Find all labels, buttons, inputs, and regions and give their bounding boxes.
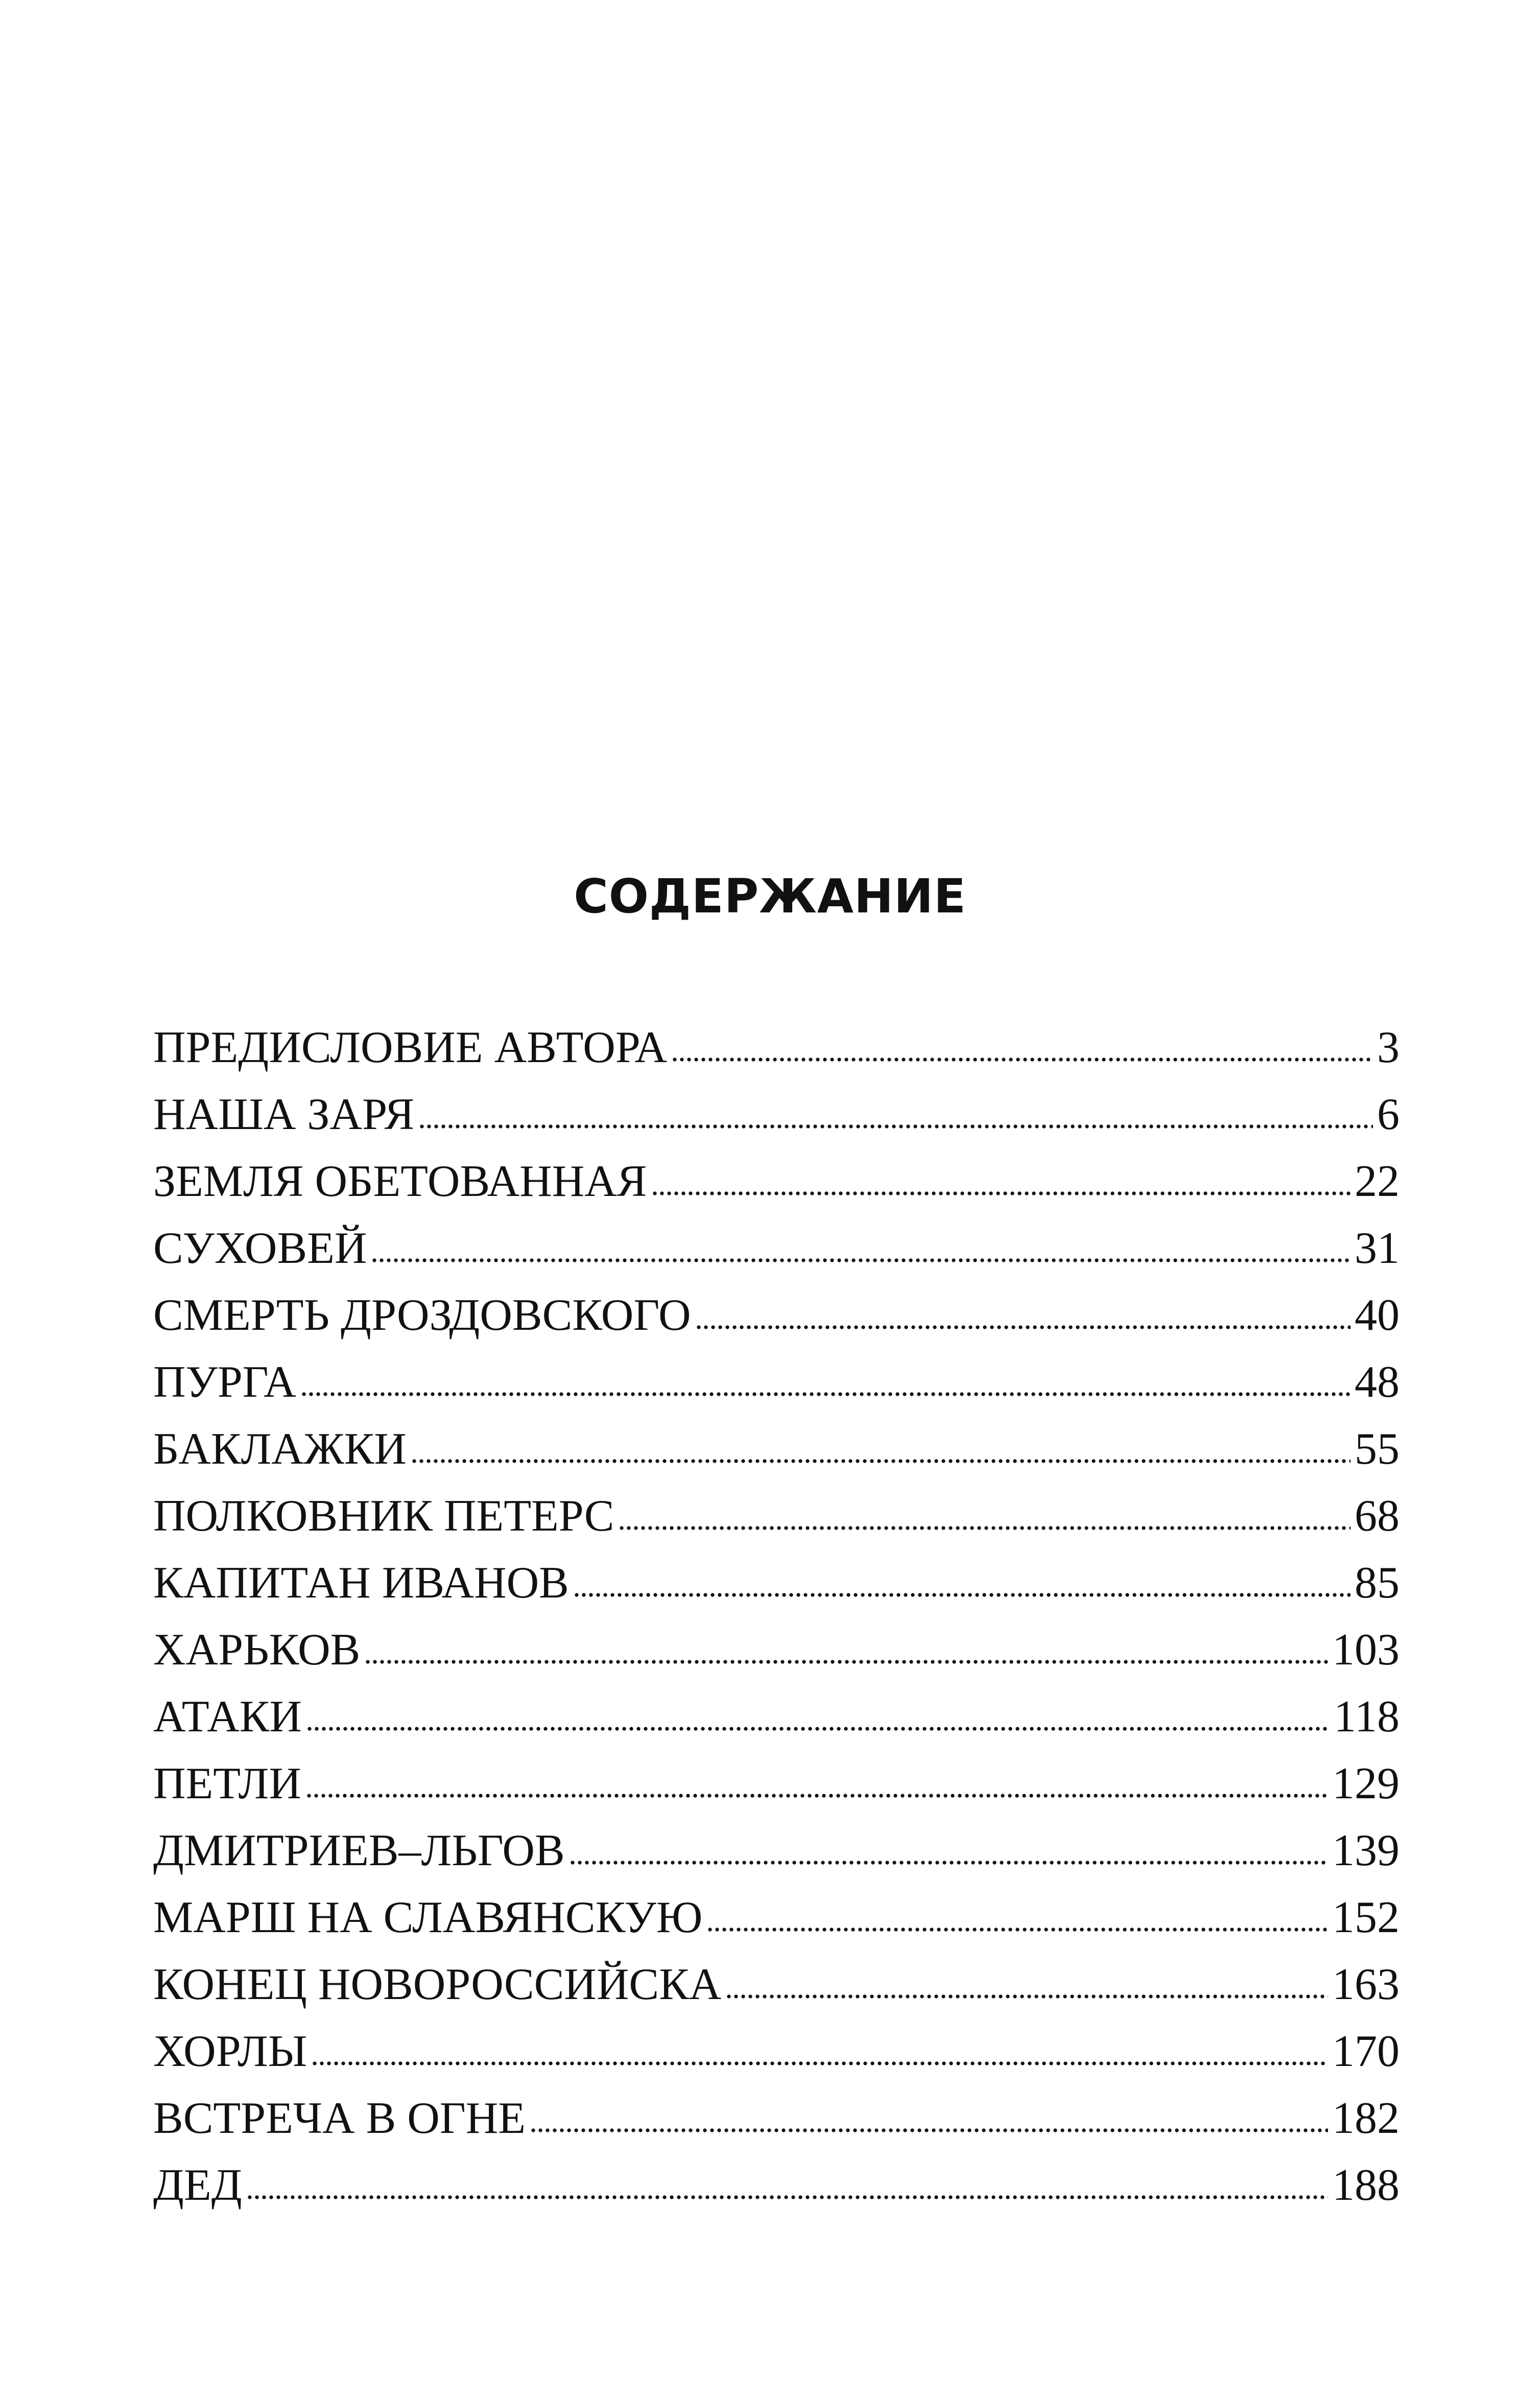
toc-entry [153, 1750, 1400, 1817]
dot-leader [618, 1525, 1351, 1531]
toc-entry-page: 182 [1332, 2094, 1400, 2143]
dot-leader [530, 2128, 1328, 2133]
dot-leader [311, 2061, 1328, 2066]
toc-entry [153, 1215, 1400, 1282]
toc-entry [153, 1616, 1400, 1683]
toc-entry-title: НАША ЗАРЯ [153, 1090, 415, 1139]
toc-entry-title: ПОЛКОВНИК ПЕТЕРС [153, 1491, 614, 1541]
toc-entry-title: ПЕТЛИ [153, 1759, 301, 1808]
toc-entry [153, 1014, 1400, 1081]
toc-entry-title: КАПИТАН ИВАНОВ [153, 1558, 569, 1608]
toc-entry [153, 2018, 1400, 2085]
toc-entry [153, 1683, 1400, 1750]
toc-entry-title: МАРШ НА СЛАВЯНСКУЮ [153, 1893, 703, 1942]
toc-entry-page: 3 [1377, 1023, 1400, 1072]
toc-list [153, 1014, 1400, 2219]
toc-entry [153, 1483, 1400, 1549]
toc-entry-page: 139 [1332, 1826, 1400, 1875]
toc-entry-title: ВСТРЕЧА В ОГНЕ [153, 2094, 526, 2143]
toc-entry [153, 1951, 1400, 2018]
toc-entry-title: КОНЕЦ НОВОРОССИЙСКА [153, 1960, 722, 2009]
toc-entry-page: 163 [1332, 1960, 1400, 2009]
toc-entry [153, 1349, 1400, 1416]
toc-entry-page: 103 [1332, 1625, 1400, 1675]
toc-entry-title: ЗЕМЛЯ ОБЕТОВАННАЯ [153, 1157, 647, 1206]
dot-leader [246, 2195, 1328, 2200]
dot-leader [305, 1793, 1328, 1798]
toc-heading: СОДЕРЖАНИЕ [574, 869, 966, 924]
dot-leader [573, 1592, 1351, 1597]
dot-leader [671, 1057, 1373, 1062]
toc-entry [153, 2085, 1400, 2152]
toc-entry-title: ДМИТРИЕВ–ЛЬГОВ [153, 1826, 565, 1875]
toc-entry [153, 1081, 1400, 1148]
toc-entry-page: 22 [1355, 1157, 1400, 1206]
toc-entry-page: 48 [1355, 1357, 1400, 1407]
toc-entry-page: 6 [1377, 1090, 1400, 1139]
toc-entry [153, 1148, 1400, 1215]
toc-entry-title: СМЕРТЬ ДРОЗДОВСКОГО [153, 1290, 691, 1340]
toc-entry-page: 188 [1332, 2160, 1400, 2210]
dot-leader [300, 1392, 1351, 1397]
toc-entry-title: АТАКИ [153, 1692, 302, 1742]
toc-entry-page: 129 [1332, 1759, 1400, 1808]
dot-leader [411, 1459, 1351, 1464]
toc-entry-title: ПРЕДИСЛОВИЕ АВТОРА [153, 1023, 668, 1072]
toc-entry-page: 85 [1355, 1558, 1400, 1608]
toc-entry [153, 1549, 1400, 1616]
dot-leader [695, 1325, 1351, 1330]
toc-entry-page: 55 [1355, 1424, 1400, 1474]
toc-entry-page: 118 [1334, 1692, 1400, 1742]
toc-entry [153, 1416, 1400, 1483]
toc-entry [153, 1884, 1400, 1951]
toc-entry-title: ПУРГА [153, 1357, 296, 1407]
toc-entry-page: 152 [1332, 1893, 1400, 1942]
dot-leader [364, 1659, 1328, 1664]
dot-leader [371, 1258, 1351, 1263]
dot-leader [418, 1124, 1373, 1129]
dot-leader [706, 1927, 1328, 1932]
toc-entry-page: 68 [1355, 1491, 1400, 1541]
dot-leader [725, 1994, 1328, 1999]
toc-entry [153, 1282, 1400, 1349]
dot-leader [306, 1726, 1330, 1731]
dot-leader [651, 1191, 1351, 1196]
toc-entry-title: ДЕД [153, 2160, 242, 2210]
toc-entry-page: 170 [1332, 2027, 1400, 2076]
toc-entry-page: 40 [1355, 1290, 1400, 1340]
dot-leader [569, 1860, 1328, 1865]
toc-entry [153, 1817, 1400, 1884]
toc-entry-title: БАКЛАЖКИ [153, 1424, 407, 1474]
toc-entry-page: 31 [1355, 1224, 1400, 1273]
toc-entry-title: СУХОВЕЙ [153, 1224, 367, 1273]
toc-entry [153, 2152, 1400, 2219]
toc-entry-title: ХАРЬКОВ [153, 1625, 361, 1675]
toc-entry-title: ХОРЛЫ [153, 2027, 307, 2076]
